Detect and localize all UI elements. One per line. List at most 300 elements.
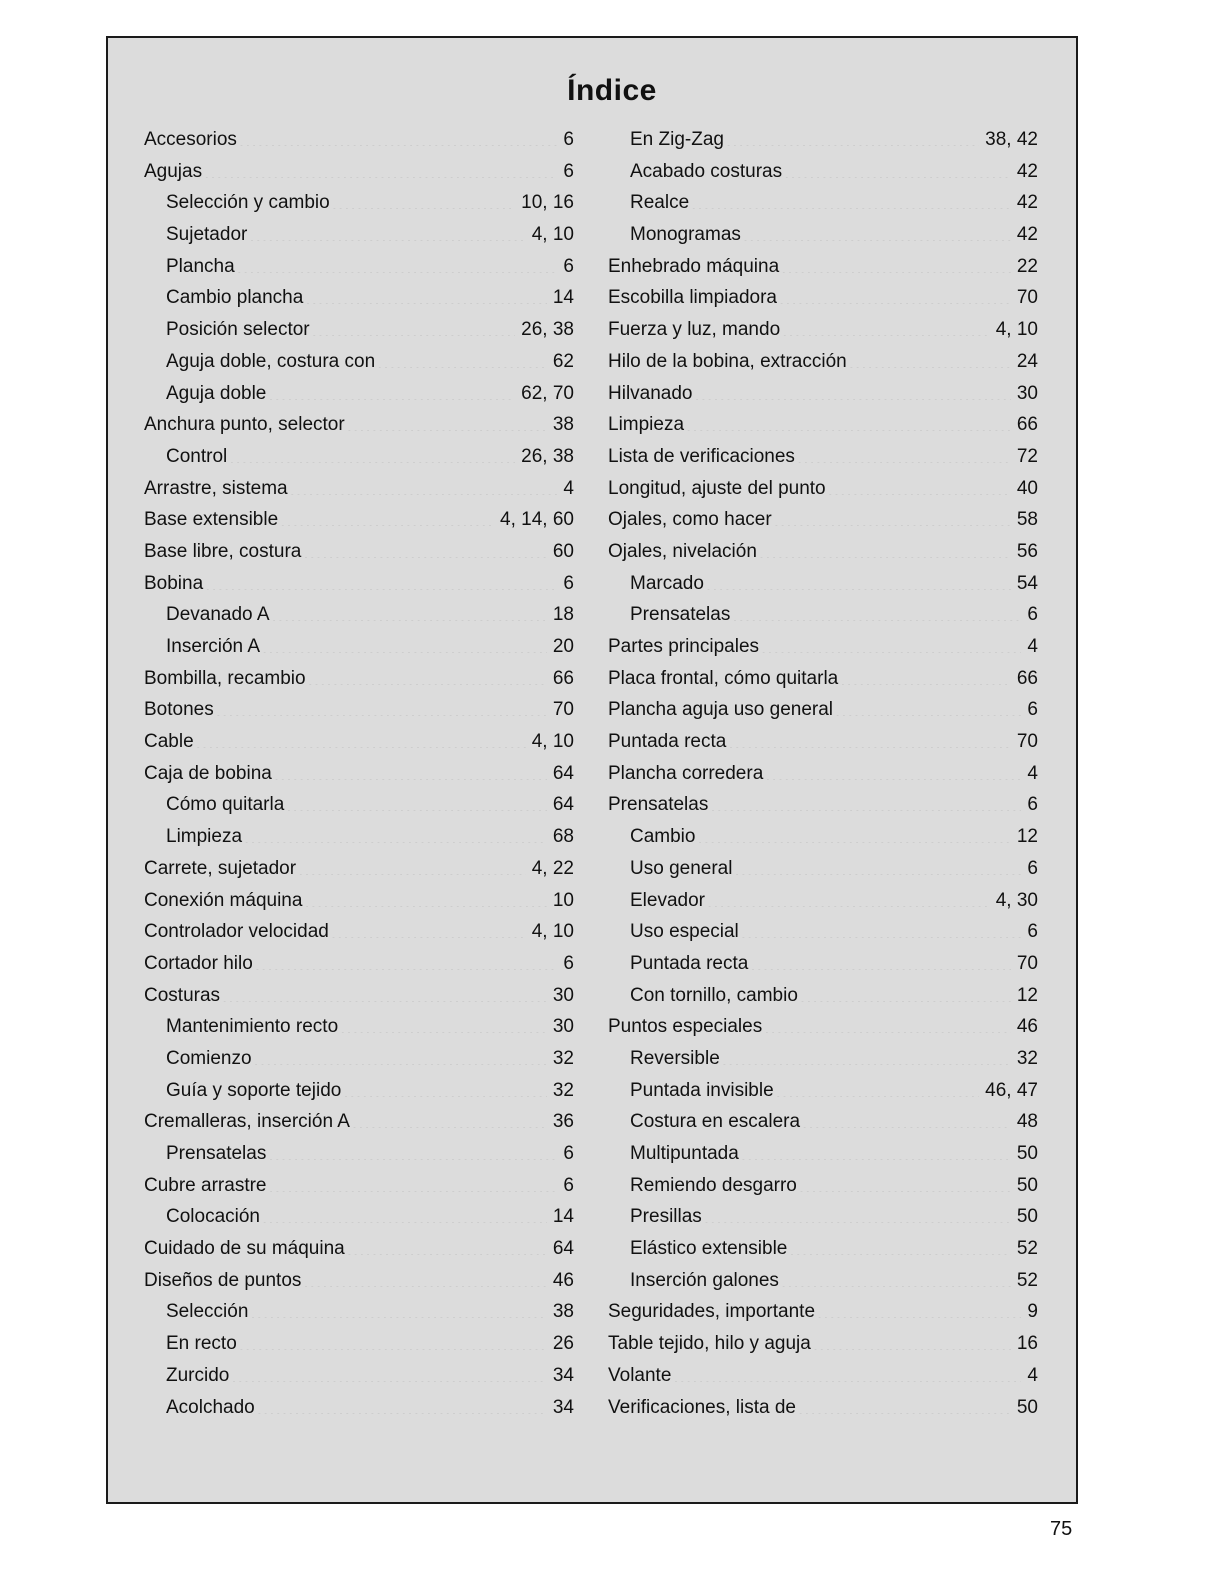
dot-leader (704, 1204, 1011, 1223)
entry-pages: 58 (1016, 509, 1038, 531)
entry-pages: 6 (563, 160, 574, 182)
dot-leader (298, 856, 526, 875)
entry-pages: 62, 70 (521, 382, 574, 404)
dot-leader (305, 285, 547, 304)
entry-pages: 10 (552, 889, 574, 911)
entry-term: Botones (144, 699, 214, 721)
entry-term: Cable (144, 731, 194, 753)
entry-term: Cubre arrastre (144, 1174, 267, 1196)
entry-pages: 64 (552, 1238, 574, 1260)
entry-pages: 4, 10 (531, 731, 574, 753)
entry-term: Guía y soporte tejido (166, 1079, 342, 1101)
dot-leader (262, 1204, 547, 1223)
entry-pages: 22 (1016, 255, 1038, 277)
dot-leader (274, 761, 547, 780)
index-subentry (608, 916, 1038, 948)
index-entry (608, 1328, 1038, 1360)
entry-term: Limpieza (608, 414, 685, 436)
dot-leader (216, 697, 547, 716)
entry-pages: 68 (552, 826, 574, 848)
dot-leader (802, 1109, 1011, 1128)
index-subentry (608, 156, 1038, 188)
index-subentry (144, 314, 574, 346)
entry-pages: 14 (552, 287, 574, 309)
entry-term: Colocación (166, 1206, 260, 1228)
dot-leader (303, 539, 547, 558)
entry-pages: 32 (552, 1079, 574, 1101)
index-subentry (144, 631, 574, 663)
entry-term: En recto (166, 1333, 237, 1355)
index-subentry (144, 346, 574, 378)
dot-leader (304, 888, 546, 907)
entry-term: Costuras (144, 984, 221, 1006)
index-entry (608, 282, 1038, 314)
index-subentry (144, 1360, 574, 1392)
index-entry (608, 663, 1038, 695)
index-entry (144, 156, 574, 188)
index-entry (608, 694, 1038, 726)
entry-term: Costura en escalera (630, 1111, 801, 1133)
entry-pages: 30 (552, 984, 574, 1006)
dot-leader (303, 1268, 546, 1287)
dot-leader (268, 381, 515, 400)
dot-leader (710, 792, 1021, 811)
entry-pages: 46 (552, 1269, 574, 1291)
dot-leader (257, 1395, 547, 1414)
dot-leader (707, 888, 990, 907)
entry-term: Acolchado (166, 1396, 255, 1418)
index-entry (144, 694, 574, 726)
entry-term: Prensatelas (166, 1143, 267, 1164)
index-entry (144, 1265, 574, 1297)
entry-term: Base libre, costura (144, 540, 302, 562)
entry-pages: 4 (1027, 762, 1038, 784)
index-subentry (144, 1043, 574, 1075)
entry-term: Table tejido, hilo y aguja (608, 1333, 811, 1355)
entry-term: Uso especial (630, 921, 739, 943)
entry-term: Enhebrado máquina (608, 255, 780, 277)
index-entry (144, 536, 574, 568)
entry-pages: 6 (563, 572, 574, 594)
dot-leader (741, 919, 1022, 938)
entry-term: Comienzo (166, 1047, 252, 1069)
dot-leader (205, 571, 557, 590)
dot-leader (231, 1363, 547, 1382)
dot-leader (734, 856, 1021, 875)
entry-term: Seguridades, importante (608, 1301, 816, 1323)
entry-pages: 34 (552, 1396, 574, 1418)
index-entry (608, 378, 1038, 410)
dot-leader (237, 254, 558, 273)
index-entry (144, 473, 574, 505)
index-entry (144, 853, 574, 885)
entry-pages: 66 (552, 667, 574, 689)
entry-term: Puntada invisible (630, 1079, 774, 1101)
dot-leader (262, 634, 547, 653)
entry-term: Agujas (144, 160, 203, 182)
entry-term: Cambio (630, 826, 696, 848)
index-column-left (144, 124, 574, 1423)
entry-term: Marcado (630, 572, 704, 594)
entry-term: Elevador (630, 889, 705, 911)
entry-term: Limpieza (166, 826, 243, 848)
index-subentry (608, 980, 1038, 1012)
entry-pages: 6 (1027, 794, 1038, 816)
entry-pages: 60 (552, 540, 574, 562)
index-subentry (608, 187, 1038, 219)
index-subentry (608, 1233, 1038, 1265)
dot-leader (343, 1078, 547, 1097)
index-entry (144, 726, 574, 758)
entry-term: Sujetador (166, 224, 248, 246)
entry-pages: 6 (563, 1174, 574, 1196)
entry-pages: 6 (563, 129, 574, 150)
entry-pages: 70 (1016, 287, 1038, 309)
entry-term: Carrete, sujetador (144, 857, 297, 879)
index-entry (144, 948, 574, 980)
entry-pages: 70 (1016, 731, 1038, 753)
entry-pages: 34 (552, 1364, 574, 1386)
index-subentry (144, 821, 574, 853)
entry-pages: 26, 38 (521, 445, 574, 467)
index-subentry (144, 789, 574, 821)
entry-term: Zurcido (166, 1364, 230, 1386)
index-entry (608, 441, 1038, 473)
entry-term: Hilo de la bobina, extracción (608, 350, 847, 372)
dot-leader (290, 476, 558, 495)
entry-term: Longitud, ajuste del punto (608, 477, 826, 499)
entry-pages: 4, 14, 60 (500, 509, 574, 531)
entry-term: Diseños de puntos (144, 1269, 302, 1291)
entry-term: Inserción galones (630, 1269, 779, 1291)
entry-pages: 30 (1016, 382, 1038, 404)
entry-term: Verificaciones, lista de (608, 1396, 796, 1418)
index-subentry (608, 885, 1038, 917)
dot-leader (732, 602, 1021, 621)
entry-term: Puntada recta (608, 731, 727, 753)
dot-leader (750, 951, 1011, 970)
dot-leader (347, 412, 547, 431)
index-subentry (144, 1328, 574, 1360)
entry-pages: 20 (552, 636, 574, 657)
index-column-right (608, 124, 1038, 1423)
entry-pages: 6 (1027, 604, 1038, 626)
index-entry (608, 536, 1038, 568)
entry-term: Accesorios (144, 129, 237, 150)
index-subentry (144, 1392, 574, 1424)
entry-term: Control (166, 445, 228, 467)
index-subentry (144, 251, 574, 283)
index-subentry (144, 1011, 574, 1043)
dot-leader (849, 349, 1011, 368)
entry-pages: 18 (552, 604, 574, 626)
dot-leader (272, 602, 547, 621)
entry-pages: 46 (1016, 1016, 1038, 1038)
entry-pages: 36 (552, 1111, 574, 1133)
entry-term: Multipuntada (630, 1143, 739, 1164)
entry-pages: 46, 47 (985, 1079, 1038, 1101)
index-subentry (608, 1138, 1038, 1170)
dot-leader (695, 381, 1011, 400)
dot-leader (722, 1046, 1011, 1065)
entry-pages: 4, 30 (995, 889, 1038, 911)
index-entry (144, 980, 574, 1012)
dot-leader (250, 1299, 546, 1318)
index-entry (144, 663, 574, 695)
index-subentry (608, 219, 1038, 251)
entry-pages: 42 (1016, 224, 1038, 246)
entry-pages: 12 (1016, 984, 1038, 1006)
index-entry (608, 1360, 1038, 1392)
entry-pages: 4 (1027, 1364, 1038, 1386)
dot-leader (286, 792, 547, 811)
entry-pages: 38, 42 (985, 129, 1038, 150)
index-entry (144, 885, 574, 917)
dot-leader (781, 254, 1011, 273)
entry-term: Plancha corredera (608, 762, 764, 784)
dot-leader (312, 317, 516, 336)
entry-pages: 42 (1016, 160, 1038, 182)
dot-leader (835, 697, 1021, 716)
dot-leader (222, 983, 547, 1002)
entry-pages: 6 (563, 1143, 574, 1164)
index-subentry (608, 948, 1038, 980)
entry-term: Arrastre, sistema (144, 477, 288, 499)
entry-term: Bombilla, recambio (144, 667, 306, 689)
index-entry (608, 789, 1038, 821)
index-entry (608, 251, 1038, 283)
entry-pages: 6 (1027, 857, 1038, 879)
entry-pages: 4, 10 (995, 319, 1038, 341)
entry-pages: 38 (552, 1301, 574, 1323)
entry-term: Partes principales (608, 636, 760, 657)
index-entry (608, 504, 1038, 536)
index-entry (144, 568, 574, 600)
dot-leader (743, 222, 1011, 241)
entry-pages: 64 (552, 762, 574, 784)
entry-pages: 9 (1027, 1301, 1038, 1323)
index-subentry (608, 124, 1038, 156)
entry-term: Conexión máquina (144, 889, 303, 911)
entry-pages: 56 (1016, 540, 1038, 562)
index-entry (144, 504, 574, 536)
entry-term: Aguja doble (166, 382, 267, 404)
dot-leader (813, 1331, 1011, 1350)
index-subentry (144, 599, 574, 631)
dot-leader (800, 983, 1011, 1002)
dot-leader (280, 507, 494, 526)
dot-leader (828, 476, 1011, 495)
dot-leader (761, 634, 1021, 653)
entry-pages: 42 (1016, 192, 1038, 214)
dot-leader (249, 222, 525, 241)
dot-leader (254, 1046, 547, 1065)
entry-term: Plancha aguja uso general (608, 699, 834, 721)
entry-pages: 6 (563, 255, 574, 277)
index-subentry (608, 568, 1038, 600)
entry-pages: 66 (1016, 667, 1038, 689)
entry-pages: 4, 22 (531, 857, 574, 879)
entry-pages: 26, 38 (521, 319, 574, 341)
entry-pages: 16 (1016, 1333, 1038, 1355)
entry-pages: 30 (552, 1016, 574, 1038)
dot-leader (789, 1236, 1010, 1255)
entry-term: Controlador velocidad (144, 921, 329, 943)
index-subentry (608, 1075, 1038, 1107)
entry-term: Volante (608, 1364, 672, 1386)
entry-pages: 24 (1016, 350, 1038, 372)
index-entry (608, 346, 1038, 378)
entry-pages: 32 (1016, 1047, 1038, 1069)
entry-term: Devanado A (166, 604, 270, 626)
index-subentry (608, 1043, 1038, 1075)
index-entry (608, 1011, 1038, 1043)
dot-leader (759, 539, 1011, 558)
dot-leader (764, 1014, 1011, 1033)
entry-term: Ojales, como hacer (608, 509, 772, 531)
entry-pages: 12 (1016, 826, 1038, 848)
entry-term: Bobina (144, 572, 204, 594)
entry-term: Escobilla limpiadora (608, 287, 777, 309)
entry-term: Plancha (166, 255, 235, 277)
index-entry (144, 758, 574, 790)
index-subentry (608, 1170, 1038, 1202)
dot-leader (229, 444, 515, 463)
index-entry (608, 314, 1038, 346)
dot-leader (377, 349, 547, 368)
dot-leader (784, 159, 1011, 178)
index-entry (144, 124, 574, 156)
entry-term: Inserción A (166, 636, 260, 657)
index-entry (608, 758, 1038, 790)
entry-term: Cómo quitarla (166, 794, 285, 816)
entry-pages: 50 (1016, 1206, 1038, 1228)
page-number: 75 (1050, 1518, 1073, 1540)
index-entry (608, 631, 1038, 663)
dot-leader (697, 824, 1010, 843)
entry-pages: 10, 16 (521, 192, 574, 214)
entry-pages: 6 (1027, 921, 1038, 943)
entry-pages: 64 (552, 794, 574, 816)
entry-pages: 50 (1016, 1396, 1038, 1418)
index-subentry (144, 1201, 574, 1233)
dot-leader (673, 1363, 1021, 1382)
entry-pages: 38 (552, 414, 574, 436)
entry-term: Elástico extensible (630, 1238, 788, 1260)
entry-term: Fuerza y luz, mando (608, 319, 781, 341)
index-subentry (608, 1265, 1038, 1297)
entry-term: Mantenimiento recto (166, 1016, 339, 1038)
index-entry (608, 1296, 1038, 1328)
entry-term: Aguja doble, costura con (166, 350, 376, 372)
dot-leader (779, 285, 1011, 304)
entry-term: Base extensible (144, 509, 279, 531)
entry-term: Presillas (630, 1206, 702, 1228)
dot-leader (798, 1395, 1011, 1414)
dot-leader (728, 729, 1011, 748)
dot-leader (255, 951, 558, 970)
dot-leader (347, 1236, 547, 1255)
index-subentry (608, 821, 1038, 853)
entry-pages: 72 (1016, 445, 1038, 467)
entry-term: Con tornillo, cambio (630, 984, 798, 1006)
entry-pages: 4, 10 (531, 224, 574, 246)
entry-pages: 50 (1016, 1143, 1038, 1164)
index-subentry (144, 282, 574, 314)
entry-term: Selección (166, 1301, 249, 1323)
dot-leader (269, 1173, 558, 1192)
page-title: Índice (567, 74, 657, 107)
entry-pages: 66 (1016, 414, 1038, 436)
entry-term: Caja de bobina (144, 762, 272, 784)
dot-leader (239, 127, 558, 146)
entry-term: Monogramas (630, 224, 741, 246)
entry-term: Lista de verificaciones (608, 445, 795, 467)
entry-pages: 4 (563, 477, 574, 499)
entry-term: Acabado costuras (630, 160, 783, 182)
dot-leader (691, 190, 1011, 209)
entry-term: Ojales, nivelación (608, 540, 757, 562)
entry-pages: 48 (1016, 1111, 1038, 1133)
entry-term: Cuidado de su máquina (144, 1238, 345, 1260)
index-subentry (608, 599, 1038, 631)
entry-pages: 6 (1027, 699, 1038, 721)
index-subentry (144, 219, 574, 251)
entry-pages: 40 (1016, 477, 1038, 499)
entry-term: Realce (630, 192, 690, 214)
index-entry (608, 409, 1038, 441)
entry-term: Puntos especiales (608, 1016, 763, 1038)
index-entry (144, 916, 574, 948)
dot-leader (686, 412, 1011, 431)
entry-term: Cremalleras, inserción A (144, 1111, 350, 1133)
dot-leader (840, 666, 1011, 685)
dot-leader (706, 571, 1011, 590)
dot-leader (239, 1331, 547, 1350)
entry-term: En Zig-Zag (630, 129, 724, 150)
dot-leader (774, 507, 1011, 526)
entry-term: Posición selector (166, 319, 310, 341)
entry-pages: 54 (1016, 572, 1038, 594)
entry-term: Reversible (630, 1047, 720, 1069)
dot-leader (352, 1109, 547, 1128)
index-subentry (144, 378, 574, 410)
entry-pages: 6 (563, 952, 574, 974)
entry-pages: 52 (1016, 1269, 1038, 1291)
entry-pages: 52 (1016, 1238, 1038, 1260)
entry-pages: 70 (1016, 952, 1038, 974)
index-entry (608, 726, 1038, 758)
entry-pages: 14 (552, 1206, 574, 1228)
dot-leader (781, 1268, 1011, 1287)
entry-pages: 26 (552, 1333, 574, 1355)
index-entry (144, 409, 574, 441)
entry-pages: 62 (552, 350, 574, 372)
entry-pages: 70 (552, 699, 574, 721)
dot-leader (776, 1078, 980, 1097)
dot-leader (268, 1141, 557, 1160)
dot-leader (817, 1299, 1021, 1318)
entry-term: Puntada recta (630, 952, 749, 974)
dot-leader (797, 444, 1011, 463)
index-entry (144, 1170, 574, 1202)
index-subentry (608, 1106, 1038, 1138)
dot-leader (196, 729, 526, 748)
dot-leader (331, 919, 526, 938)
index-entry (608, 1392, 1038, 1424)
entry-term: Selección y cambio (166, 192, 330, 214)
dot-leader (782, 317, 990, 336)
